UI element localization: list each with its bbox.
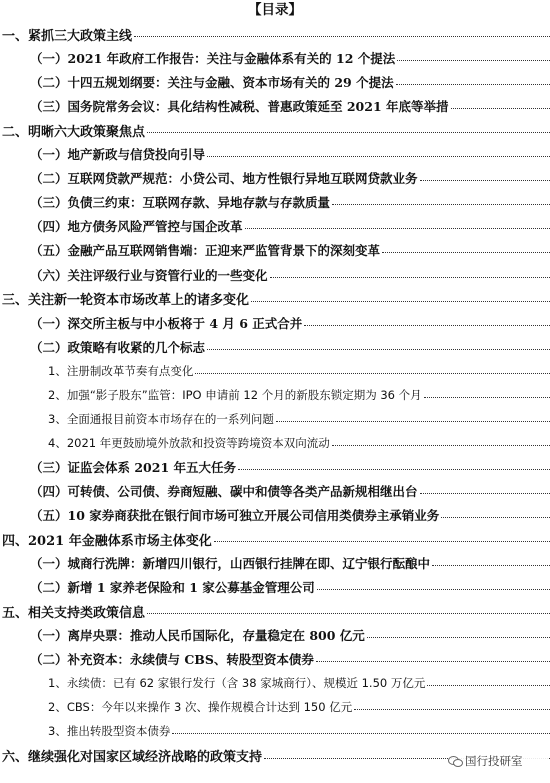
- toc-entry-text: 一、紧抓三大政策主线: [2, 28, 133, 44]
- toc-leader-dots: [451, 107, 550, 109]
- toc-entry-text: （五）金融产品互联网销售端：正迎来严监管背景下的深刻变革: [30, 243, 381, 259]
- toc-entry-text: （二）十四五规划纲要：关注与金融、资本市场有关的 29 个提法: [30, 75, 394, 91]
- toc-entry-text: （一）地产新政与信贷投向引导: [30, 147, 206, 163]
- toc-entry-text: （二）补充资本：永续债与 CBS、转股型资本债券: [30, 652, 314, 668]
- toc-leader-dots: [367, 636, 550, 638]
- toc-entry-text: （三）国务院常务会议：具化结构性减税、普惠政策延至 2021 年底等举措: [30, 99, 449, 115]
- toc-leader-dots: [332, 203, 550, 205]
- toc-leader-dots: [420, 492, 550, 494]
- toc-leader-dots: [441, 516, 550, 518]
- toc-entry[interactable]: [0, 191, 550, 213]
- toc-leader-dots: [214, 540, 550, 542]
- toc-entry[interactable]: [0, 552, 550, 574]
- toc-entry[interactable]: [0, 480, 550, 502]
- toc-entry[interactable]: [0, 239, 550, 261]
- toc-leader-dots: [382, 251, 550, 253]
- toc-leader-dots: [245, 227, 550, 229]
- toc-entry[interactable]: [0, 528, 550, 550]
- toc-entry[interactable]: [0, 432, 550, 454]
- toc-entry[interactable]: [0, 672, 550, 694]
- toc-entry[interactable]: [0, 336, 550, 358]
- toc-leader-dots: [396, 83, 550, 85]
- toc-entry[interactable]: [0, 648, 550, 670]
- toc-leader-dots: [238, 468, 550, 470]
- toc-title: 【目录】: [248, 2, 302, 18]
- toc-entry-text: （三）证监会体系 2021 年五大任务: [30, 459, 236, 475]
- toc-entry[interactable]: [0, 624, 550, 646]
- toc-leader-dots: [304, 324, 550, 326]
- wechat-icon: [448, 755, 462, 767]
- toc-entry-text: 3、推出转股型资本债券: [48, 724, 171, 739]
- toc-entry-text: （五）10 家券商获批在银行间市场可独立开展公司信用类债券主承销业务: [30, 508, 440, 523]
- toc-entry-text: 3、全面通报目前资本市场存在的一系列问题: [48, 411, 274, 426]
- toc-entry[interactable]: [0, 288, 550, 310]
- toc-entry-text: （二）互联网贷款严规范：小贷公司、地方性银行异地互联网贷款业务: [30, 171, 418, 187]
- toc-entry-text: （一）深交所主板与中小板将于 4 月 6 正式合并: [30, 315, 303, 331]
- toc-leader-dots: [397, 59, 550, 61]
- toc-entry[interactable]: [0, 360, 550, 382]
- toc-leader-dots: [317, 588, 550, 590]
- toc-entry[interactable]: [0, 264, 550, 286]
- toc-entry[interactable]: [0, 384, 550, 406]
- toc-leader-dots: [316, 660, 550, 662]
- toc-entry[interactable]: [0, 720, 550, 742]
- toc-entry-text: （二）新增 1 家养老保险和 1 家公募基金管理公司: [30, 580, 315, 596]
- toc-entry[interactable]: [0, 47, 550, 69]
- toc-leader-dots: [332, 444, 550, 446]
- toc-entry-text: 4、2021 年更鼓励境外放款和投资等跨境资本双向流动: [48, 435, 330, 450]
- watermark-text: 国行投研室: [465, 754, 523, 768]
- toc-entry-text: 六、继续强化对国家区域经济战略的政策支持: [2, 750, 263, 765]
- toc-entry[interactable]: [0, 312, 550, 334]
- toc-leader-dots: [270, 276, 550, 278]
- toc-leader-dots: [207, 155, 550, 157]
- toc-leader-dots: [134, 35, 550, 37]
- toc-entry-text: 五、相关支持类政策信息: [2, 605, 146, 621]
- toc-entry[interactable]: [0, 23, 550, 45]
- toc-entry[interactable]: [0, 95, 550, 117]
- toc-entry-text: （一）2021 年政府工作报告：关注与金融体系有关的 12 个提法: [30, 51, 396, 67]
- toc-entry[interactable]: [0, 696, 550, 718]
- toc-leader-dots: [354, 708, 550, 710]
- toc-leader-dots: [207, 348, 550, 350]
- toc-entry-text: 1、注册制改革节奏有点变化: [48, 363, 194, 378]
- toc-leader-dots: [172, 732, 550, 734]
- toc-entry-text: 二、明晰六大政策聚焦点: [2, 124, 146, 140]
- toc-entry[interactable]: [0, 408, 550, 430]
- toc-entry-text: 2、CBS：今年以来操作 3 次、操作规模合计达到 150 亿元: [48, 700, 353, 715]
- toc-entry[interactable]: [0, 456, 550, 478]
- toc-entry-text: （四）地方债务风险严管控与国企改革: [30, 219, 243, 235]
- toc-entry-text: 1、永续债：已有 62 家银行发行（含 38 家城商行）、规模近 1.50 万亿元: [48, 676, 426, 691]
- toc-entry-text: （一）城商行洗牌：新增四川银行，山西银行挂牌在即、辽宁银行酝酿中: [30, 556, 431, 572]
- toc-entry[interactable]: [0, 119, 550, 141]
- toc-leader-dots: [251, 300, 550, 302]
- toc-leader-dots: [276, 420, 550, 422]
- toc-entry-text: （二）政策略有收紧的几个标志: [30, 339, 206, 355]
- toc-entry[interactable]: [0, 600, 550, 622]
- toc-entry-text: 三、关注新一轮资本市场改革上的诸多变化: [2, 293, 250, 309]
- toc-entry[interactable]: [0, 71, 550, 93]
- toc-entry-text: （四）可转债、公司债、券商短融、碳中和债等各类产品新规相继出台: [30, 483, 418, 499]
- toc-leader-dots: [420, 179, 550, 181]
- toc-entry[interactable]: [0, 576, 550, 598]
- toc-leader-dots: [432, 564, 550, 566]
- watermark: [448, 751, 548, 771]
- toc-leader-dots: [195, 372, 550, 374]
- toc-entry[interactable]: [0, 143, 550, 165]
- toc-entry[interactable]: [0, 167, 550, 189]
- toc-entry-text: （六）关注评级行业与资管行业的一些变化: [30, 267, 268, 283]
- toc-entry-text: （三）负债三约束：互联网存款、异地存款与存款质量: [30, 195, 331, 211]
- toc-entry-text: 2、加强“影子股东”监管：IPO 申请前 12 个月的新股东锁定期为 36 个月: [48, 387, 422, 402]
- toc-leader-dots: [424, 396, 550, 398]
- toc-leader-dots: [427, 684, 550, 686]
- toc-entry[interactable]: [0, 215, 550, 237]
- toc-leader-dots: [147, 131, 550, 133]
- toc-leader-dots: [147, 612, 550, 614]
- toc-entry-text: （一）离岸央票：推动人民币国际化，存量稳定在 800 亿元: [30, 628, 365, 644]
- toc-entry[interactable]: [0, 504, 550, 526]
- toc-entry-text: 四、2021 年金融体系市场主体变化: [2, 533, 212, 549]
